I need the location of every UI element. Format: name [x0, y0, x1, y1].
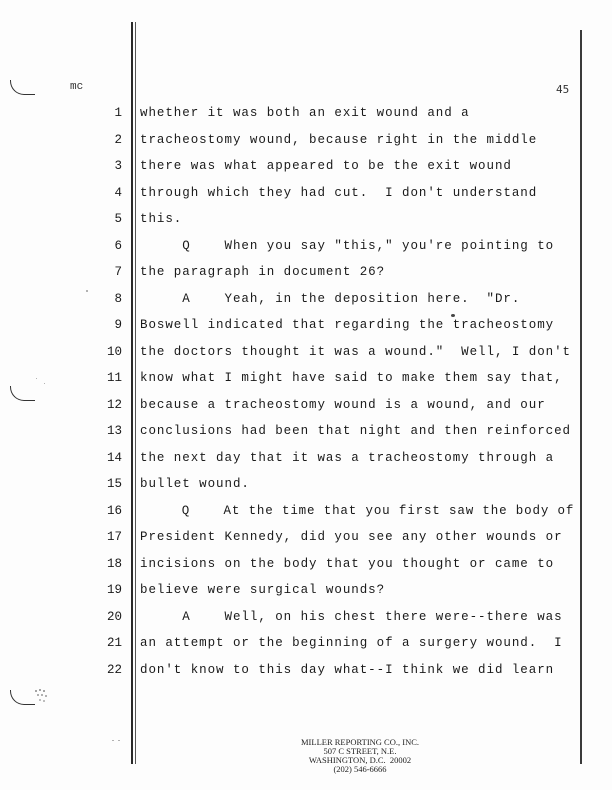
right-margin-rule: [580, 30, 582, 764]
transcript-line: Q When you say "this," you're pointing to: [140, 238, 555, 253]
transcript-line: the next day that it was a tracheostomy through a: [140, 450, 555, 465]
footer-phone: (202) 546-6666: [333, 764, 387, 774]
line-number: 17: [106, 530, 122, 544]
scan-speck: [451, 314, 455, 317]
line-number: 12: [106, 397, 122, 412]
reporter-initials: mc: [70, 81, 84, 93]
reporter-footer: [240, 738, 480, 774]
scan-speck: [112, 740, 114, 741]
line-number: 5: [114, 212, 122, 226]
line-number: 14: [106, 450, 122, 465]
transcript-line: President Kennedy, did you see any other wounds or: [140, 530, 563, 544]
binder-hole-top: [10, 80, 35, 95]
line-number: 2: [114, 132, 122, 147]
line-number: 20: [106, 609, 122, 624]
line-number: 7: [114, 265, 122, 279]
transcript-line: tracheostomy wound, because right in the middle: [140, 132, 538, 147]
footer-company: MILLER REPORTING CO., INC.: [300, 737, 420, 747]
page-number: 45: [556, 83, 570, 96]
binder-hole-middle: [10, 386, 35, 401]
transcript-line: know what I might have said to make them say that,: [140, 371, 563, 385]
scan-speck: [36, 378, 37, 379]
line-number: 3: [114, 159, 122, 173]
transcript-line: conclusions had been that night and then reinforced: [140, 424, 572, 438]
line-number: 8: [114, 291, 122, 306]
line-number: 10: [106, 344, 122, 359]
scan-speck: [86, 290, 88, 292]
line-number: 21: [106, 636, 122, 650]
transcript-line: A Well, on his chest there were--there was: [140, 609, 563, 624]
transcript-line: don't know to this day what--I think we did learn: [140, 662, 555, 677]
line-number: 6: [114, 238, 122, 253]
transcript-line: Boswell indicated that regarding the tracheostomy: [140, 318, 555, 332]
line-number: 4: [114, 185, 122, 200]
scan-speck: [44, 383, 45, 384]
transcript-line: bullet wound.: [140, 477, 250, 491]
transcript-line: the doctors thought it was a wound." Well, I don't: [140, 344, 572, 359]
transcript-line: this.: [140, 212, 183, 226]
line-number: 13: [106, 424, 122, 438]
transcript-line: there was what appeared to be the exit wound: [140, 159, 512, 173]
left-margin-rule: [131, 22, 133, 764]
line-number: 16: [106, 503, 122, 518]
line-number: 1: [114, 106, 122, 120]
transcript-line: believe were surgical wounds?: [140, 583, 386, 597]
transcript-line: whether it was both an exit wound and a: [140, 106, 470, 120]
footer-city: WASHINGTON, D.C. 20002: [308, 755, 412, 765]
transcript-line: the paragraph in document 26?: [140, 265, 386, 279]
line-number: 15: [106, 477, 122, 491]
scan-speck: [118, 740, 120, 741]
transcript-line: because a tracheostomy wound is a wound, and our: [140, 397, 546, 412]
line-number: 9: [114, 318, 122, 332]
footer-street: 507 C STREET, N.E.: [323, 746, 397, 756]
transcript-line: through which they had cut. I don't understand: [140, 185, 538, 200]
line-number: 22: [106, 662, 122, 677]
transcript-line: incisions on the body that you thought or came to: [140, 556, 555, 571]
transcript-line: an attempt or the beginning of a surgery wound. I: [140, 636, 563, 650]
transcript-line: A Yeah, in the deposition here. "Dr.: [140, 291, 521, 306]
line-number: 18: [106, 556, 122, 571]
left-margin-rule-inner: [135, 22, 136, 764]
line-number: 11: [106, 371, 122, 385]
line-number: 19: [106, 583, 122, 597]
transcript-line: Q At the time that you first saw the body of: [140, 503, 575, 518]
stamp-smudge-icon: [30, 686, 50, 706]
